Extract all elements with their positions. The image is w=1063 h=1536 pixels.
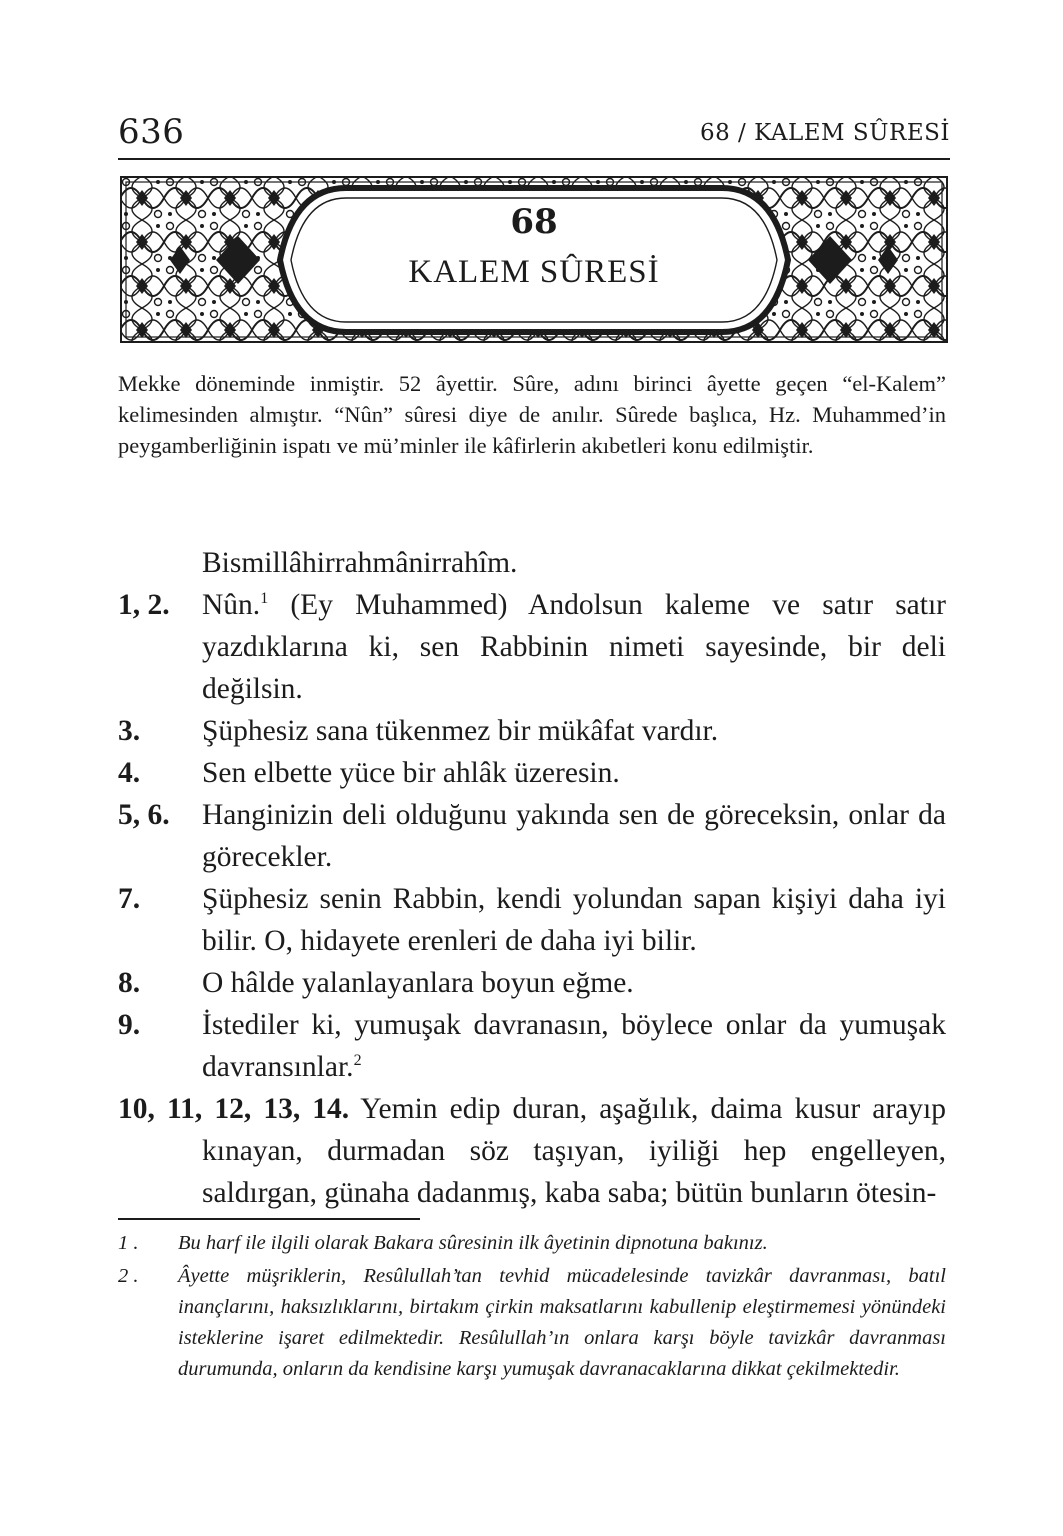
header-rule — [118, 158, 950, 160]
verse-number: 3. — [118, 715, 141, 747]
verse-7 — [118, 878, 946, 962]
running-head: 68 / KALEM SÛRESİ — [699, 120, 950, 146]
surah-introduction: Mekke döneminde inmiştir. 52 âyettir. Sûre, adını birinci âyette geçen “el-Kalem” kelimesinden almıştır. “Nûn” sûresi diye de anılır. Sûrede başlıca, Hz. Muhammed’in peygamberliğinin ispatı ve mü’minler ile kâfirlerin akıbetleri konu edilmiştir. — [118, 371, 946, 458]
verse-text: Yemin edip duran, aşağılık, daima kusur arayıp kınayan, durmadan söz taşıyan, iyiliği hep engelleyen, saldırgan, günaha dadanmış, kaba saba; bütün bunların ötesin- — [202, 1093, 946, 1209]
verse-number: 9. — [118, 1009, 141, 1041]
verse-text: (Ey Muhammed) Andolsun kaleme ve satır satır yazdıklarına ki, sen Rabbinin nimeti sayesinde, bir deli değilsin. — [202, 589, 946, 705]
footnotes — [118, 1228, 946, 1387]
verse-text: Nûn. — [202, 589, 261, 621]
verse-text: O hâlde yalanlayanlara boyun eğme. — [202, 967, 634, 999]
footnote-rule — [118, 1218, 420, 1220]
verse-list — [118, 542, 946, 1214]
verse-number: 7. — [118, 883, 141, 915]
surah-title: KALEM SÛRESİ — [408, 254, 660, 290]
footnote-2 — [118, 1261, 946, 1385]
basmala: Bismillâhirrahmânirrahîm. — [202, 547, 518, 579]
verse-8 — [118, 962, 946, 1004]
verse-3 — [118, 710, 946, 752]
page-number: 636 — [118, 112, 185, 152]
verse-text: İstediler ki, yumuşak davranasın, böylece onlar da yumuşak davransınlar. — [202, 1009, 946, 1083]
verse-number: 10, 11, 12, 13, 14. — [118, 1093, 350, 1125]
verse-number: 4. — [118, 757, 141, 789]
footnote-marker[interactable]: 2 — [353, 1052, 362, 1069]
verse-text: Şüphesiz senin Rabbin, kendi yolundan sapan kişiyi daha iyi bilir. O, hidayete erenleri de daha iyi bilir. — [202, 883, 946, 957]
surah-number: 68 — [510, 202, 558, 242]
footnote-1 — [118, 1228, 946, 1259]
verse-number: 8. — [118, 967, 141, 999]
verse-number: 5, 6. — [118, 799, 170, 831]
verse-number: 1, 2. — [118, 589, 170, 621]
footnote-number: 1 . — [118, 1232, 139, 1254]
footnote-marker[interactable]: 1 — [260, 590, 269, 607]
footnote-text: Âyette müşriklerin, Resûlullah’tan tevhid mücadelesinde tavizkâr davranması, batıl inançlarını, haksızlıklarını, birtakım çirkin maksatlarını kabullenip eleştirmemesi yönündeki isteklerine işaret edilmektedir. Resûlullah’ın onlara karşı böyle tavizkâr davranması durumunda, onların da kendisine karşı yumuşak davranacaklarına dikkat çekilmektedir. — [178, 1265, 946, 1380]
verse-text: Sen elbette yüce bir ahlâk üzeresin. — [202, 757, 620, 789]
footnote-number: 2 . — [118, 1265, 139, 1287]
verse-10-14 — [118, 1088, 946, 1214]
verse-1-2 — [118, 584, 946, 710]
verse-text: Şüphesiz sana tükenmez bir mükâfat vardır. — [202, 715, 719, 747]
verse-4 — [118, 752, 946, 794]
surah-banner — [120, 176, 948, 343]
verse-5-6 — [118, 794, 946, 878]
verse-9 — [118, 1004, 946, 1088]
footnote-text: Bu harf ile ilgili olarak Bakara sûresinin ilk âyetinin dipnotuna bakınız. — [178, 1232, 768, 1254]
verse-text: Hanginizin deli olduğunu yakında sen de göreceksin, onlar da görecekler. — [202, 799, 946, 873]
